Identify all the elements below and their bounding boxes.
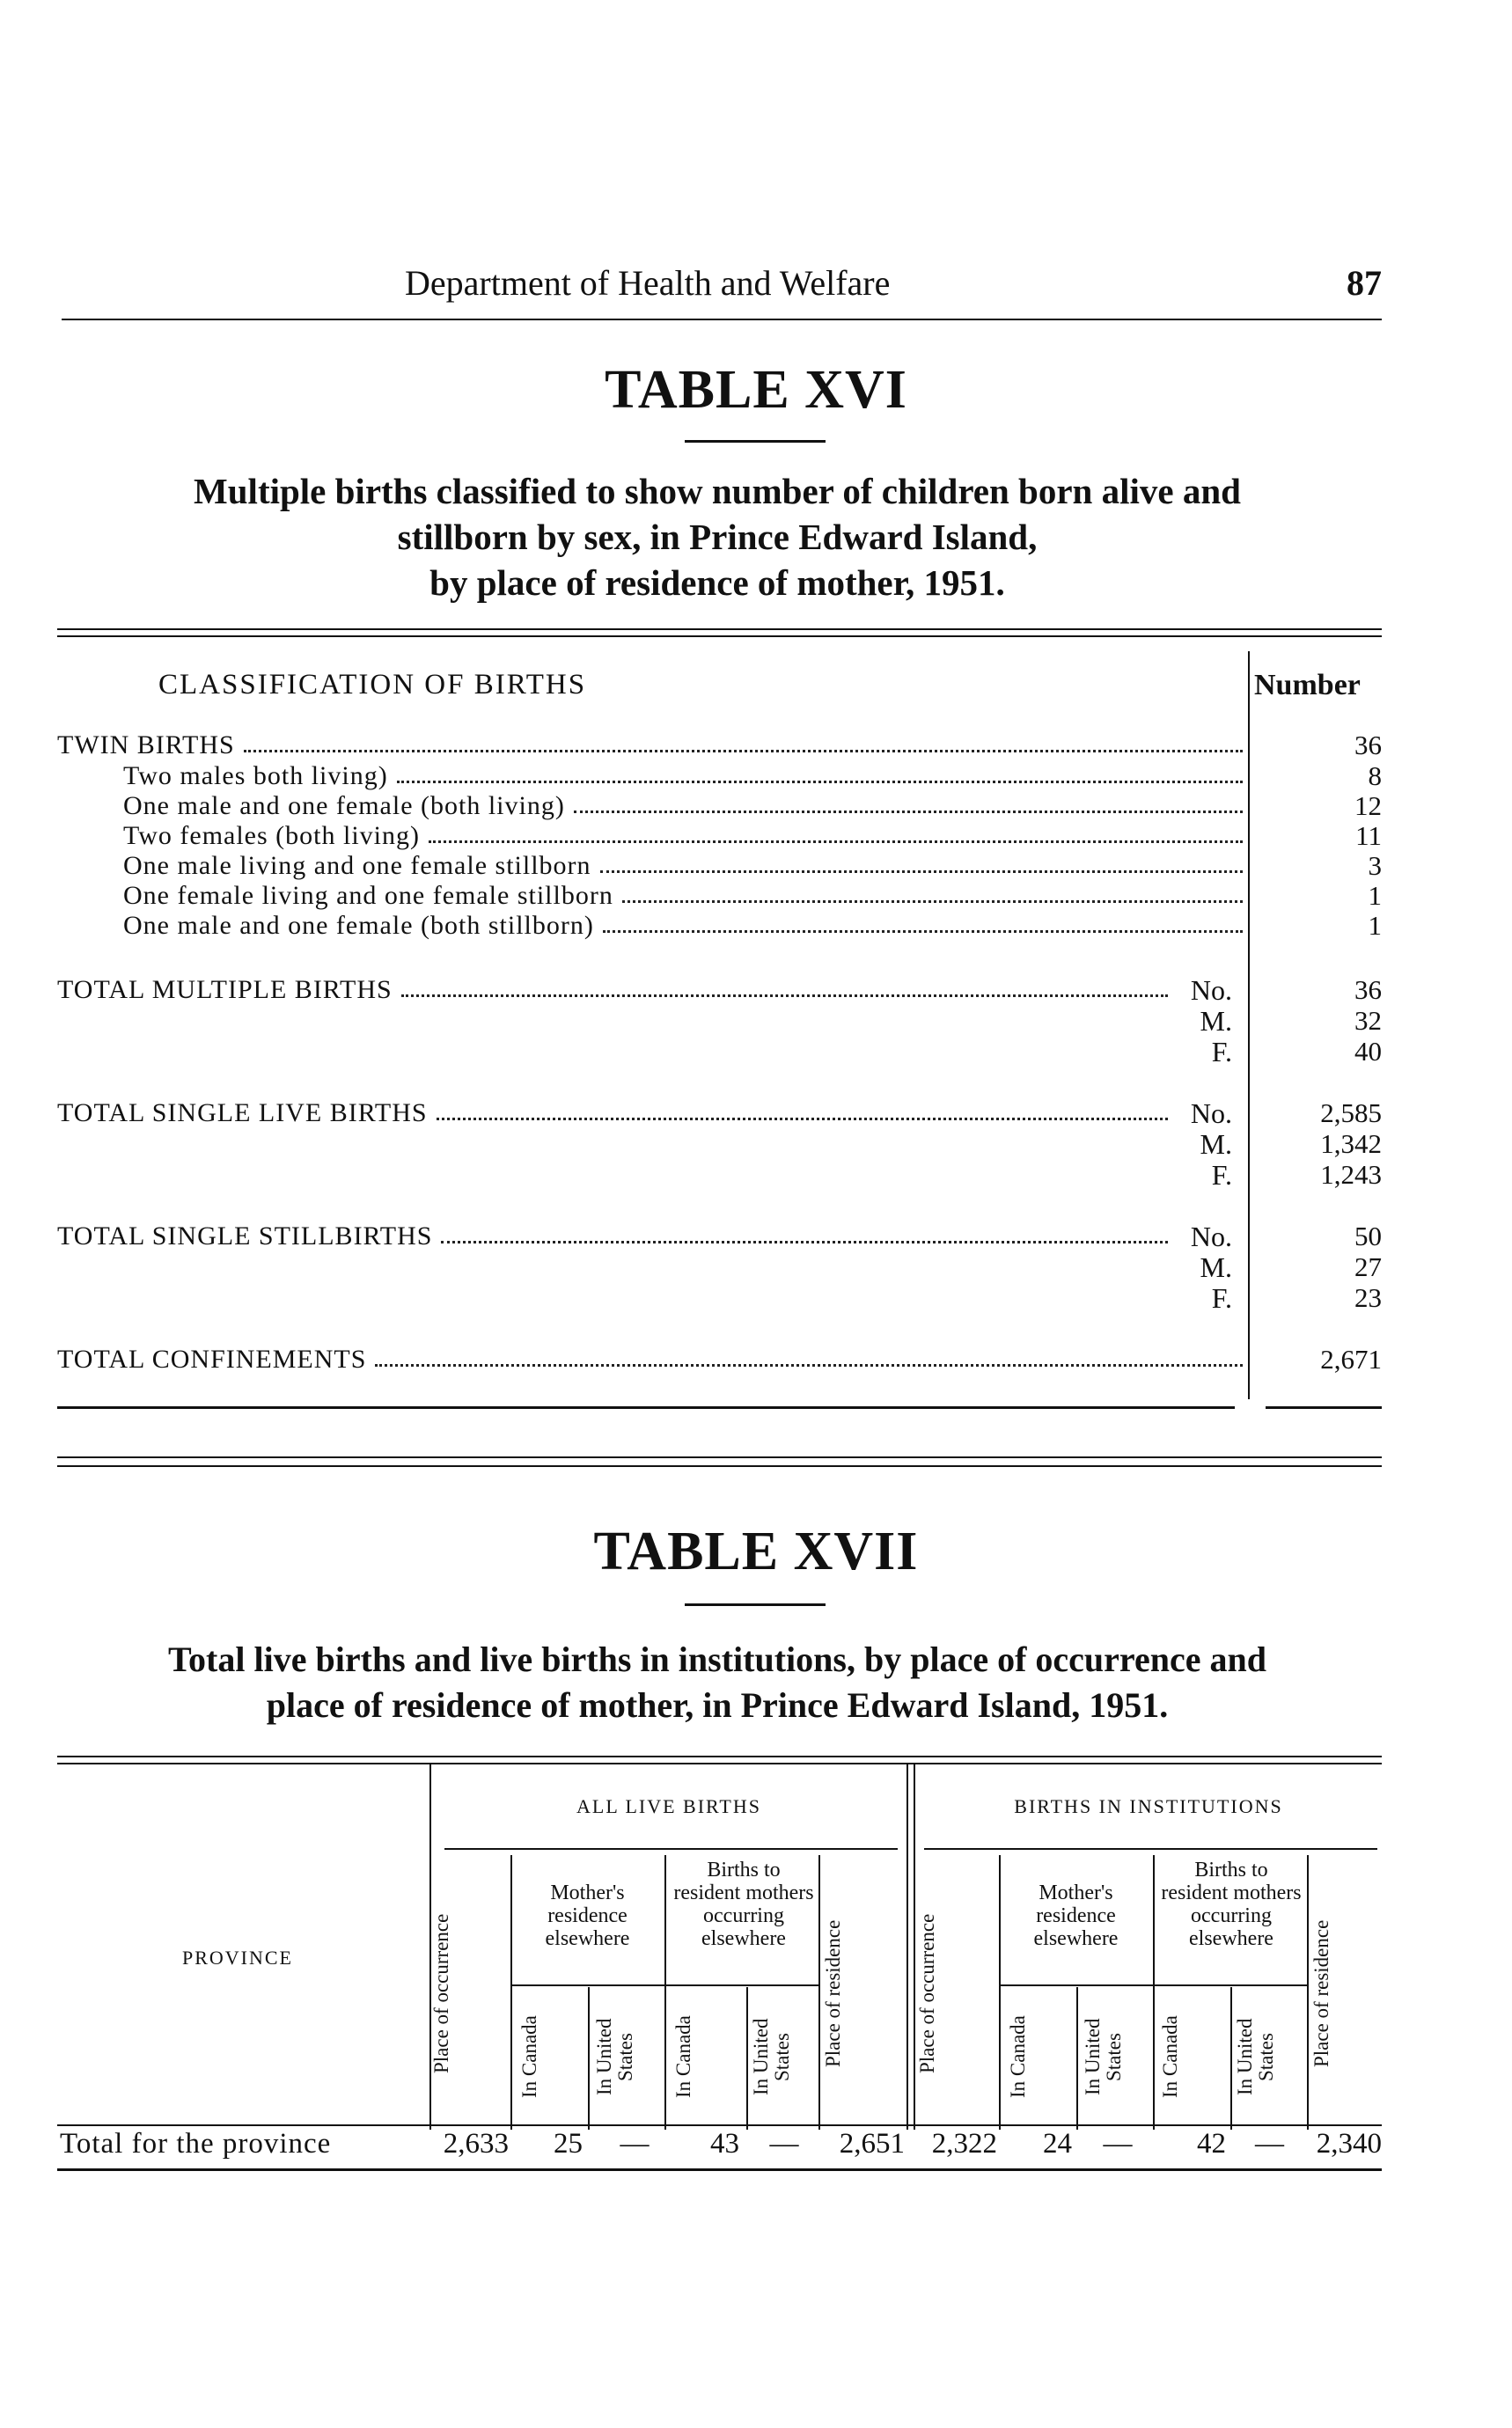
- sex-label-no: No.: [1190, 1097, 1232, 1129]
- sex-label-f: F.: [1211, 1036, 1232, 1067]
- table-top-rule: [57, 1763, 1382, 1764]
- column-header-province: PROVINCE: [181, 1947, 293, 1969]
- subheader-place-of-occurrence: Place of occurrence: [916, 1913, 938, 2073]
- cell-in-canada: 24: [1043, 2128, 1072, 2160]
- table-bottom-rule: [57, 1406, 1235, 1409]
- cell-in-us: —: [620, 2128, 650, 2160]
- sex-label-f: F.: [1211, 1159, 1232, 1191]
- total-multiple-no: 36: [1354, 974, 1382, 1005]
- caption-line: Multiple births classified to show number of children born alive and: [194, 471, 1241, 511]
- row-label-total: Total for the province: [60, 2128, 332, 2160]
- subheader-in-canada: In Canada: [1007, 2015, 1029, 2099]
- total-multiple-births-row: TOTAL MULTIPLE BIRTHS: [57, 975, 1175, 1005]
- subheader-in-us: In United States: [593, 2018, 636, 2096]
- column-divider: [588, 1987, 590, 2130]
- cell-in-us: —: [1103, 2128, 1133, 2160]
- column-header-number: Number: [1254, 669, 1361, 701]
- subheader-in-us: In United States: [750, 2018, 793, 2096]
- subheader-mothers-residence: Mother's residence elsewhere: [545, 1882, 630, 1950]
- subheader-in-canada: In Canada: [518, 2015, 540, 2099]
- caption-line: by place of residence of mother, 1951.: [429, 562, 1005, 603]
- sex-label-no: No.: [1190, 1221, 1232, 1252]
- group-underline: [924, 1848, 1377, 1850]
- cell-in-us: —: [769, 2128, 799, 2160]
- total-single-stillbirths-row: TOTAL SINGLE STILLBIRTHS: [57, 1221, 1175, 1251]
- cell-place-of-residence: 2,651: [839, 2128, 905, 2160]
- group-header-all-live-births: ALL LIVE BIRTHS: [576, 1795, 761, 1817]
- subheader-place-of-residence: Place of residence: [1310, 1919, 1332, 2067]
- subheader-births-to-resident: Births to resident mothers occurring elsewhere: [1161, 1859, 1302, 1950]
- table-top-rule: [57, 635, 1382, 637]
- sex-label-m: M.: [1200, 1005, 1232, 1037]
- twin-item-row: Two males both living): [123, 761, 1250, 791]
- total-confinements-row: TOTAL CONFINEMENTS: [57, 1345, 1250, 1375]
- column-divider: [1230, 1987, 1232, 2130]
- cell-in-canada: 25: [554, 2128, 583, 2160]
- column-divider: [746, 1987, 748, 2130]
- subheader-in-canada: In Canada: [672, 2015, 694, 2099]
- cell-place-of-residence: 2,340: [1316, 2128, 1382, 2160]
- column-divider: [906, 1764, 908, 2130]
- total-confinements-value: 2,671: [1320, 1344, 1382, 1375]
- twin-item-value: 8: [1368, 760, 1382, 791]
- table-bottom-rule: [57, 2168, 1382, 2171]
- twin-item-value: 11: [1355, 820, 1382, 851]
- title-underline: [685, 440, 826, 443]
- separator-rule: [57, 1456, 1382, 1458]
- cell-in-canada: 42: [1197, 2128, 1226, 2160]
- column-divider: [510, 1855, 512, 2130]
- twin-item-value: 1: [1368, 910, 1382, 941]
- column-divider: [664, 1855, 666, 2130]
- twin-item-row: One male and one female (both stillborn): [123, 911, 1250, 941]
- header-bottom-rule: [57, 2124, 1382, 2126]
- twin-births-row: TWIN BIRTHS: [57, 730, 1250, 760]
- table-16-caption: [57, 468, 1377, 605]
- column-divider: [1307, 1855, 1309, 2130]
- column-divider: [818, 1855, 820, 2130]
- twin-item-row: One female living and one female stillborn: [123, 881, 1250, 911]
- subheader-place-of-residence: Place of residence: [822, 1919, 844, 2067]
- title-underline: [685, 1603, 826, 1606]
- column-header-classification: CLASSIFICATION OF BIRTHS: [158, 669, 587, 701]
- subgroup-underline: [510, 1984, 818, 1986]
- subheader-in-us: In United States: [1082, 2018, 1125, 2096]
- total-multiple-m: 32: [1354, 1005, 1382, 1036]
- column-divider: [914, 1764, 915, 2130]
- table-17-caption: [57, 1637, 1377, 1728]
- twin-item-row: Two females (both living): [123, 821, 1250, 851]
- running-header: [62, 262, 1382, 306]
- sex-label-m: M.: [1200, 1128, 1232, 1160]
- sex-label-no: No.: [1190, 974, 1232, 1006]
- subheader-mothers-residence: Mother's residence elsewhere: [1033, 1882, 1119, 1950]
- caption-line: place of residence of mother, in Prince Edward Island, 1951.: [266, 1685, 1169, 1725]
- total-single-live-m: 1,342: [1320, 1128, 1382, 1159]
- cell-place-of-occurrence: 2,633: [443, 2128, 509, 2160]
- subgroup-underline: [999, 1984, 1307, 1986]
- cell-place-of-occurrence: 2,322: [931, 2128, 997, 2160]
- cell-in-us: —: [1255, 2128, 1284, 2160]
- total-single-live-f: 1,243: [1320, 1159, 1382, 1190]
- group-header-births-in-institutions: BIRTHS IN INSTITUTIONS: [1014, 1795, 1283, 1817]
- twin-item-row: One male and one female (both living): [123, 791, 1250, 821]
- column-divider: [1153, 1855, 1155, 2130]
- subheader-births-to-resident: Births to resident mothers occurring elsewhere: [673, 1859, 814, 1950]
- table-top-rule: [57, 628, 1382, 630]
- twin-item-row: One male living and one female stillborn: [123, 851, 1250, 881]
- cell-in-canada: 43: [710, 2128, 739, 2160]
- column-divider: [999, 1855, 1001, 2130]
- subheader-in-canada: In Canada: [1159, 2015, 1181, 2099]
- department-name: Department of Health and Welfare: [405, 263, 891, 303]
- subheader-place-of-occurrence: Place of occurrence: [430, 1913, 452, 2073]
- twin-item-value: 3: [1368, 850, 1382, 881]
- column-divider: [1076, 1987, 1078, 2130]
- twin-item-value: 12: [1354, 790, 1382, 821]
- total-stillbirths-m: 27: [1354, 1251, 1382, 1282]
- subheader-in-us: In United States: [1234, 2018, 1277, 2096]
- group-underline: [444, 1848, 898, 1850]
- caption-line: Total live births and live births in institutions, by place of occurrence and: [168, 1639, 1266, 1679]
- table-bottom-rule: [1266, 1406, 1382, 1409]
- header-rule: [62, 319, 1382, 320]
- sex-label-f: F.: [1211, 1282, 1232, 1314]
- twin-births-value: 36: [1354, 730, 1382, 760]
- total-stillbirths-f: 23: [1354, 1282, 1382, 1313]
- table-top-rule: [57, 1756, 1382, 1757]
- total-stillbirths-no: 50: [1354, 1221, 1382, 1251]
- table-16-title: TABLE XVI: [605, 360, 907, 420]
- table-17-title: TABLE XVII: [593, 1522, 919, 1581]
- separator-rule: [57, 1465, 1382, 1467]
- total-single-live-births-row: TOTAL SINGLE LIVE BIRTHS: [57, 1098, 1175, 1128]
- twin-item-value: 1: [1368, 880, 1382, 911]
- caption-line: stillborn by sex, in Prince Edward Island,: [397, 517, 1038, 557]
- page-number: 87: [1347, 263, 1382, 303]
- total-multiple-f: 40: [1354, 1036, 1382, 1067]
- total-single-live-no: 2,585: [1320, 1097, 1382, 1128]
- sex-label-m: M.: [1200, 1251, 1232, 1283]
